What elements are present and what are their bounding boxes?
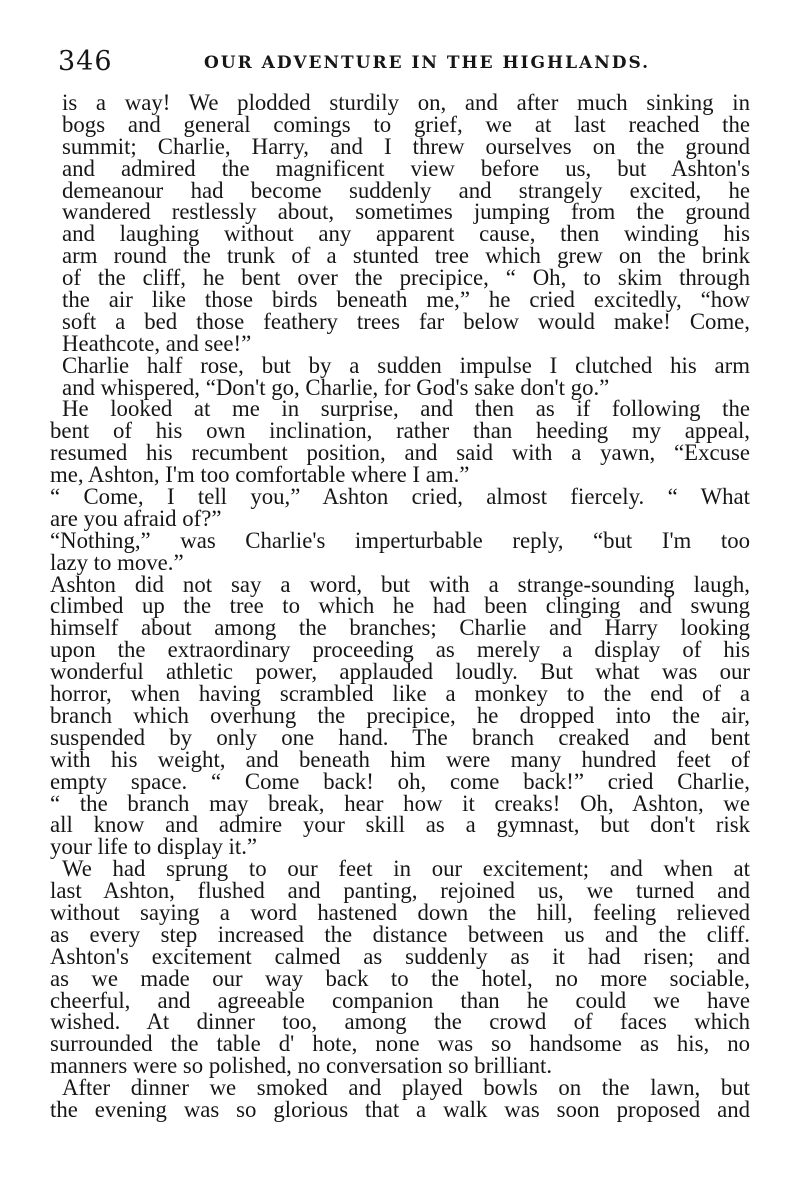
- text-line: are you afraid of?”: [50, 505, 222, 531]
- text-line: resumed his recumbent position, and said with a yawn, “Excuse: [50, 440, 750, 466]
- text-line: wonderful athletic power, applauded loudly. But what was our: [50, 659, 750, 685]
- text-line: Heathcote, and see!”: [62, 330, 252, 356]
- text-line: “ Come, I tell you,” Ashton cried, almost fiercely. “ What: [50, 484, 750, 510]
- text-line: me, Ashton, I'm too comfortable where I am.”: [50, 462, 470, 488]
- text-line: He looked at me in surprise, and then as if following the: [62, 396, 750, 422]
- text-line: demeanour had become suddenly and strangely excited, he: [62, 177, 750, 203]
- text-line: “Nothing,” was Charlie's imperturbable reply, “but I'm too: [50, 527, 750, 553]
- text-line: suspended by only one hand. The branch creaked and bent: [50, 724, 750, 750]
- text-line: arm round the trunk of a stunted tree which grew on the brink: [62, 243, 750, 269]
- text-line: summit; Charlie, Harry, and I threw ourselves on the ground: [62, 133, 750, 159]
- text-line: himself about among the branches; Charlie and Harry looking: [50, 615, 750, 641]
- page-number: 346: [58, 46, 113, 77]
- text-line: Ashton's excitement calmed as suddenly as it had risen; and: [50, 943, 750, 969]
- text-line: climbed up the tree to which he had been clinging and swung: [50, 593, 750, 619]
- text-line: of the cliff, he bent over the precipice, “ Oh, to skim through: [62, 265, 750, 291]
- text-line: We had sprung to our feet in our excitement; and when at: [62, 856, 750, 882]
- text-line: bogs and general comings to grief, we at last reached the: [62, 111, 750, 137]
- text-line: as every step increased the distance between us and the cliff.: [50, 921, 750, 947]
- text-line: is a way! We plodded sturdily on, and after much sinking in: [62, 90, 750, 115]
- body-text: [50, 92, 750, 1121]
- text-line: horror, when having scrambled like a monkey to the end of a: [50, 681, 750, 707]
- text-line: upon the extraordinary proceeding as merely a display of his: [50, 637, 750, 663]
- text-line: Charlie half rose, but by a sudden impulse I clutched his arm: [62, 352, 750, 378]
- text-line: and admired the magnificent view before us, but Ashton's: [62, 155, 750, 181]
- text-line: and whispered, “Don't go, Charlie, for God's sake don't go.”: [62, 374, 610, 400]
- text-line: Ashton did not say a word, but with a strange-sounding laugh,: [50, 571, 750, 597]
- text-line: without saying a word hastened down the hill, feeling relieved: [50, 899, 750, 925]
- text-line: “ the branch may break, hear how it creaks! Oh, Ashton, we: [50, 790, 750, 816]
- text-line: soft a bed those feathery trees far below would make! Come,: [62, 308, 750, 334]
- text-line: all know and admire your skill as a gymnast, but don't risk: [50, 812, 750, 838]
- text-line: empty space. “ Come back! oh, come back!” cried Charlie,: [50, 768, 750, 794]
- text-line: branch which overhung the precipice, he dropped into the air,: [50, 702, 750, 728]
- running-head: [58, 42, 748, 82]
- text-line: your life to display it.”: [50, 834, 258, 860]
- text-line: wished. At dinner too, among the crowd of faces which: [50, 1009, 750, 1035]
- text-line: lazy to move.”: [50, 549, 184, 575]
- text-line: and laughing without any apparent cause, then winding his: [62, 221, 750, 247]
- text-line: After dinner we smoked and played bowls on the lawn, but: [62, 1075, 750, 1101]
- text-line: wandered restlessly about, sometimes jumping from the ground: [62, 199, 750, 225]
- text-line: bent of his own inclination, rather than heeding my appeal,: [50, 418, 750, 444]
- text-line: last Ashton, flushed and panting, rejoined us, we turned and: [50, 878, 750, 904]
- text-line: manners were so polished, no conversation so brilliant.: [50, 1053, 553, 1079]
- text-line: surrounded the table d' hote, none was so handsome as his, no: [50, 1031, 750, 1057]
- running-title: OUR ADVENTURE IN THE HIGHLANDS.: [204, 53, 651, 73]
- text-line: with his weight, and beneath him were many hundred feet of: [50, 746, 750, 772]
- text-line: as we made our way back to the hotel, no more sociable,: [50, 965, 750, 991]
- text-line: cheerful, and agreeable companion than he could we have: [50, 987, 750, 1013]
- text-line: the air like those birds beneath me,” he cried excitedly, “how: [62, 287, 750, 313]
- text-line: the evening was so glorious that a walk was soon proposed and: [50, 1096, 750, 1122]
